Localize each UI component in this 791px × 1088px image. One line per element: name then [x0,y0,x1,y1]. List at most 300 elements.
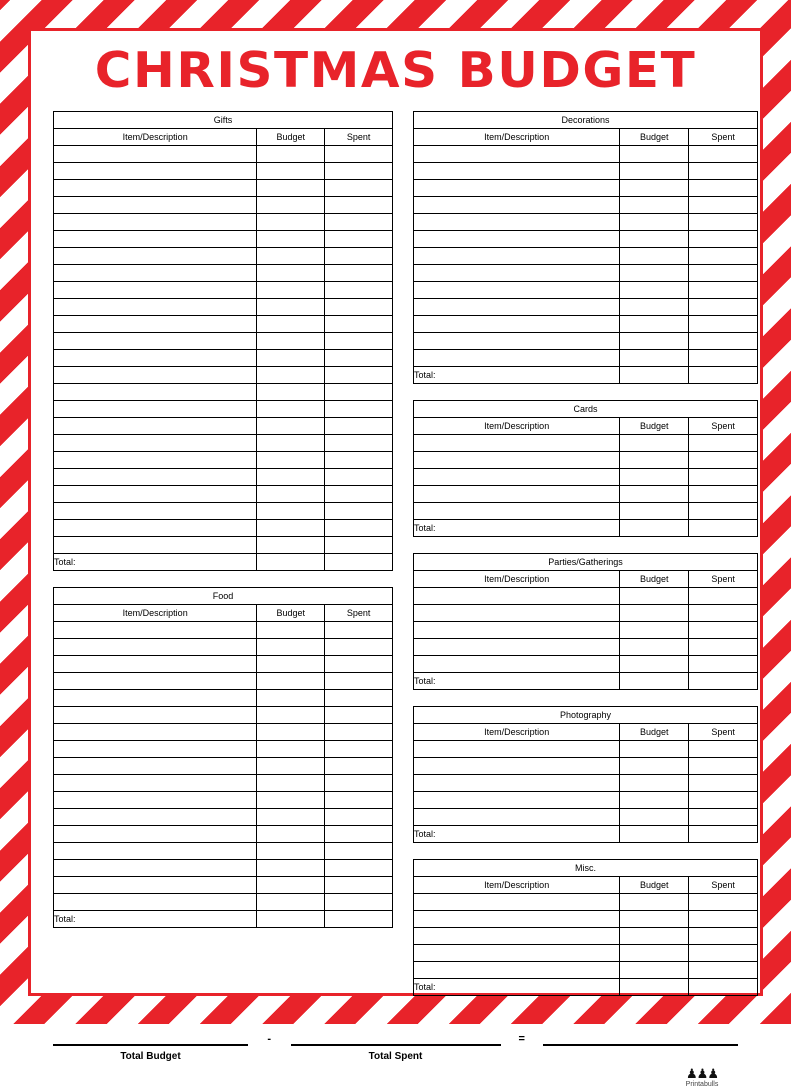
cell-budget[interactable] [620,774,689,791]
cell-budget[interactable] [257,264,325,281]
cell-description[interactable] [414,434,620,451]
cell-description[interactable] [54,230,257,247]
cell-description[interactable] [414,927,620,944]
cell-budget[interactable] [257,485,325,502]
cell-spent[interactable] [689,213,758,230]
cell-spent[interactable] [325,298,393,315]
cell-description[interactable] [54,536,257,553]
cell-spent[interactable] [689,621,758,638]
cell-description[interactable] [54,213,257,230]
cell-description[interactable] [54,859,257,876]
table-row[interactable] [54,740,393,757]
cell-spent[interactable] [325,179,393,196]
table-row[interactable] [54,723,393,740]
cell-description[interactable] [414,587,620,604]
cell-description[interactable] [414,230,620,247]
table-row[interactable] [54,876,393,893]
cell-budget[interactable] [620,808,689,825]
cell-spent[interactable] [689,740,758,757]
cell-spent[interactable] [325,859,393,876]
cell-budget[interactable] [620,247,689,264]
table-row[interactable] [414,944,758,961]
total-spent-parties[interactable] [689,672,758,689]
table-row[interactable] [414,808,758,825]
cell-description[interactable] [54,400,257,417]
cell-spent[interactable] [689,774,758,791]
cell-budget[interactable] [620,791,689,808]
cell-spent[interactable] [689,434,758,451]
cell-description[interactable] [414,179,620,196]
cell-description[interactable] [54,808,257,825]
cell-budget[interactable] [620,162,689,179]
cell-description[interactable] [54,723,257,740]
cell-description[interactable] [54,196,257,213]
table-row[interactable] [54,825,393,842]
table-row[interactable] [414,893,758,910]
cell-description[interactable] [414,281,620,298]
cell-budget[interactable] [257,791,325,808]
total-row[interactable] [414,825,758,842]
cell-description[interactable] [54,621,257,638]
cell-spent[interactable] [689,451,758,468]
cell-description[interactable] [54,740,257,757]
cell-spent[interactable] [689,587,758,604]
table-row[interactable] [414,298,758,315]
cell-spent[interactable] [325,502,393,519]
cell-budget[interactable] [257,162,325,179]
cell-budget[interactable] [620,468,689,485]
table-row[interactable] [54,519,393,536]
cell-description[interactable] [54,774,257,791]
cell-budget[interactable] [620,315,689,332]
total-row[interactable] [414,672,758,689]
cell-budget[interactable] [620,638,689,655]
cell-spent[interactable] [325,247,393,264]
total-budget-misc[interactable] [620,978,689,995]
table-row[interactable] [414,264,758,281]
cell-spent[interactable] [325,434,393,451]
cell-description[interactable] [54,434,257,451]
cell-budget[interactable] [620,910,689,927]
cell-description[interactable] [414,315,620,332]
cell-description[interactable] [54,825,257,842]
cell-spent[interactable] [325,349,393,366]
cell-budget[interactable] [257,757,325,774]
cell-description[interactable] [414,145,620,162]
cell-spent[interactable] [325,213,393,230]
cell-description[interactable] [414,621,620,638]
cell-budget[interactable] [257,502,325,519]
cell-budget[interactable] [620,230,689,247]
table-row[interactable] [54,536,393,553]
cell-description[interactable] [54,417,257,434]
cell-budget[interactable] [257,315,325,332]
total-spent-misc[interactable] [689,978,758,995]
cell-spent[interactable] [325,468,393,485]
cell-description[interactable] [54,876,257,893]
cell-budget[interactable] [257,859,325,876]
total-row[interactable] [414,519,758,536]
cell-spent[interactable] [689,757,758,774]
cell-description[interactable] [414,791,620,808]
cell-spent[interactable] [325,791,393,808]
table-row[interactable] [54,162,393,179]
cell-spent[interactable] [689,315,758,332]
cell-spent[interactable] [325,485,393,502]
cell-description[interactable] [54,145,257,162]
cell-budget[interactable] [257,230,325,247]
table-row[interactable] [414,502,758,519]
total-budget-cards[interactable] [620,519,689,536]
cell-spent[interactable] [325,893,393,910]
cell-budget[interactable] [620,604,689,621]
cell-spent[interactable] [325,536,393,553]
cell-description[interactable] [414,332,620,349]
cell-spent[interactable] [689,247,758,264]
table-row[interactable] [414,213,758,230]
table-row[interactable] [54,383,393,400]
cell-description[interactable] [54,298,257,315]
cell-description[interactable] [414,910,620,927]
cell-spent[interactable] [689,468,758,485]
cell-budget[interactable] [620,349,689,366]
cell-spent[interactable] [689,179,758,196]
table-row[interactable] [54,230,393,247]
cell-spent[interactable] [325,740,393,757]
cell-budget[interactable] [257,842,325,859]
cell-spent[interactable] [689,604,758,621]
table-row[interactable] [414,332,758,349]
table-row[interactable] [414,791,758,808]
cell-description[interactable] [54,468,257,485]
cell-budget[interactable] [620,893,689,910]
total-spent-decorations[interactable] [689,366,758,383]
cell-budget[interactable] [620,740,689,757]
table-row[interactable] [54,417,393,434]
cell-budget[interactable] [257,332,325,349]
total-budget-field[interactable] [53,1026,248,1046]
table-row[interactable] [54,842,393,859]
table-row[interactable] [414,638,758,655]
cell-budget[interactable] [620,145,689,162]
cell-spent[interactable] [689,808,758,825]
table-row[interactable] [414,740,758,757]
cell-budget[interactable] [257,281,325,298]
cell-budget[interactable] [257,468,325,485]
cell-description[interactable] [414,944,620,961]
cell-spent[interactable] [325,281,393,298]
cell-budget[interactable] [620,196,689,213]
cell-description[interactable] [414,349,620,366]
table-row[interactable] [54,315,393,332]
cell-spent[interactable] [689,332,758,349]
cell-budget[interactable] [257,383,325,400]
cell-budget[interactable] [620,298,689,315]
table-row[interactable] [54,145,393,162]
table-row[interactable] [414,485,758,502]
table-row[interactable] [54,859,393,876]
cell-spent[interactable] [325,451,393,468]
cell-budget[interactable] [257,536,325,553]
cell-description[interactable] [54,281,257,298]
table-row[interactable] [54,774,393,791]
cell-description[interactable] [54,672,257,689]
table-row[interactable] [414,196,758,213]
cell-spent[interactable] [689,944,758,961]
cell-description[interactable] [54,519,257,536]
table-row[interactable] [54,468,393,485]
cell-description[interactable] [414,502,620,519]
cell-description[interactable] [414,468,620,485]
cell-description[interactable] [54,502,257,519]
table-row[interactable] [54,332,393,349]
cell-budget[interactable] [257,417,325,434]
table-row[interactable] [54,808,393,825]
cell-spent[interactable] [689,298,758,315]
cell-spent[interactable] [689,655,758,672]
cell-spent[interactable] [325,162,393,179]
total-budget-gifts[interactable] [257,553,325,570]
table-row[interactable] [414,281,758,298]
cell-budget[interactable] [257,638,325,655]
table-row[interactable] [414,349,758,366]
cell-spent[interactable] [325,366,393,383]
cell-description[interactable] [54,247,257,264]
cell-description[interactable] [414,655,620,672]
table-row[interactable] [54,366,393,383]
cell-description[interactable] [54,162,257,179]
cell-budget[interactable] [257,825,325,842]
cell-description[interactable] [414,808,620,825]
cell-budget[interactable] [257,298,325,315]
cell-spent[interactable] [325,757,393,774]
cell-budget[interactable] [620,587,689,604]
total-spent-gifts[interactable] [325,553,393,570]
cell-spent[interactable] [325,400,393,417]
cell-description[interactable] [414,213,620,230]
cell-budget[interactable] [257,876,325,893]
cell-description[interactable] [54,332,257,349]
cell-budget[interactable] [257,621,325,638]
cell-budget[interactable] [620,264,689,281]
table-row[interactable] [414,162,758,179]
cell-spent[interactable] [689,791,758,808]
cell-spent[interactable] [689,910,758,927]
cell-budget[interactable] [620,213,689,230]
cell-spent[interactable] [689,281,758,298]
cell-budget[interactable] [257,655,325,672]
cell-budget[interactable] [620,281,689,298]
table-row[interactable] [414,910,758,927]
cell-budget[interactable] [257,451,325,468]
cell-description[interactable] [54,179,257,196]
total-row[interactable] [54,910,393,927]
cell-spent[interactable] [325,264,393,281]
cell-spent[interactable] [325,315,393,332]
cell-spent[interactable] [325,196,393,213]
total-row[interactable] [414,978,758,995]
cell-description[interactable] [414,638,620,655]
table-row[interactable] [54,400,393,417]
cell-budget[interactable] [257,400,325,417]
table-row[interactable] [414,961,758,978]
cell-spent[interactable] [325,417,393,434]
table-row[interactable] [414,179,758,196]
cell-description[interactable] [414,451,620,468]
table-row[interactable] [54,791,393,808]
cell-description[interactable] [414,485,620,502]
table-row[interactable] [54,757,393,774]
cell-budget[interactable] [257,689,325,706]
cell-spent[interactable] [689,349,758,366]
table-row[interactable] [414,247,758,264]
cell-budget[interactable] [257,706,325,723]
cell-budget[interactable] [620,451,689,468]
cell-spent[interactable] [325,808,393,825]
cell-spent[interactable] [325,842,393,859]
table-row[interactable] [414,587,758,604]
cell-spent[interactable] [689,264,758,281]
cell-spent[interactable] [325,383,393,400]
cell-budget[interactable] [257,145,325,162]
table-row[interactable] [54,638,393,655]
table-row[interactable] [54,196,393,213]
table-row[interactable] [54,179,393,196]
table-row[interactable] [54,502,393,519]
cell-budget[interactable] [257,672,325,689]
table-row[interactable] [414,655,758,672]
table-row[interactable] [414,774,758,791]
table-row[interactable] [414,757,758,774]
table-row[interactable] [414,451,758,468]
cell-spent[interactable] [325,689,393,706]
cell-description[interactable] [414,757,620,774]
cell-description[interactable] [54,791,257,808]
cell-spent[interactable] [325,145,393,162]
cell-spent[interactable] [325,519,393,536]
cell-spent[interactable] [325,638,393,655]
cell-description[interactable] [54,655,257,672]
table-row[interactable] [414,604,758,621]
cell-budget[interactable] [620,179,689,196]
cell-budget[interactable] [257,349,325,366]
total-budget-photography[interactable] [620,825,689,842]
cell-description[interactable] [414,893,620,910]
cell-spent[interactable] [689,162,758,179]
cell-description[interactable] [54,893,257,910]
cell-description[interactable] [414,247,620,264]
cell-description[interactable] [54,264,257,281]
cell-budget[interactable] [620,944,689,961]
table-row[interactable] [54,451,393,468]
table-row[interactable] [54,689,393,706]
total-spent-photography[interactable] [689,825,758,842]
table-row[interactable] [54,672,393,689]
total-row[interactable] [54,553,393,570]
cell-spent[interactable] [689,145,758,162]
table-row[interactable] [414,621,758,638]
table-row[interactable] [414,434,758,451]
cell-budget[interactable] [620,332,689,349]
table-row[interactable] [54,298,393,315]
cell-description[interactable] [54,349,257,366]
cell-budget[interactable] [257,519,325,536]
total-budget-parties[interactable] [620,672,689,689]
cell-spent[interactable] [325,723,393,740]
table-row[interactable] [54,434,393,451]
total-row[interactable] [414,366,758,383]
cell-budget[interactable] [620,655,689,672]
cell-spent[interactable] [325,672,393,689]
cell-budget[interactable] [257,893,325,910]
cell-description[interactable] [54,315,257,332]
cell-budget[interactable] [257,366,325,383]
cell-spent[interactable] [325,706,393,723]
cell-description[interactable] [414,298,620,315]
table-row[interactable] [54,213,393,230]
cell-budget[interactable] [257,808,325,825]
cell-spent[interactable] [689,961,758,978]
cell-spent[interactable] [325,876,393,893]
cell-description[interactable] [414,774,620,791]
cell-description[interactable] [414,740,620,757]
table-row[interactable] [414,145,758,162]
cell-budget[interactable] [257,179,325,196]
cell-budget[interactable] [257,196,325,213]
cell-description[interactable] [414,264,620,281]
cell-spent[interactable] [325,655,393,672]
cell-spent[interactable] [325,230,393,247]
cell-description[interactable] [54,638,257,655]
cell-budget[interactable] [257,723,325,740]
cell-spent[interactable] [325,332,393,349]
cell-budget[interactable] [620,927,689,944]
cell-description[interactable] [54,842,257,859]
table-row[interactable] [414,468,758,485]
cell-description[interactable] [54,451,257,468]
total-spent-field[interactable] [291,1026,501,1046]
total-spent-food[interactable] [325,910,393,927]
cell-description[interactable] [54,706,257,723]
cell-budget[interactable] [257,774,325,791]
cell-budget[interactable] [620,621,689,638]
cell-spent[interactable] [689,502,758,519]
cell-spent[interactable] [689,196,758,213]
cell-budget[interactable] [257,740,325,757]
cell-budget[interactable] [257,247,325,264]
table-row[interactable] [54,621,393,638]
cell-spent[interactable] [325,825,393,842]
cell-spent[interactable] [325,774,393,791]
table-row[interactable] [414,230,758,247]
cell-description[interactable] [414,162,620,179]
cell-description[interactable] [54,689,257,706]
cell-description[interactable] [54,366,257,383]
table-row[interactable] [54,706,393,723]
table-row[interactable] [54,893,393,910]
cell-spent[interactable] [689,638,758,655]
table-row[interactable] [54,247,393,264]
cell-spent[interactable] [689,485,758,502]
total-spent-cards[interactable] [689,519,758,536]
cell-description[interactable] [54,485,257,502]
cell-budget[interactable] [620,961,689,978]
table-row[interactable] [414,927,758,944]
cell-description[interactable] [414,196,620,213]
cell-description[interactable] [414,961,620,978]
total-budget-decorations[interactable] [620,366,689,383]
cell-budget[interactable] [257,434,325,451]
